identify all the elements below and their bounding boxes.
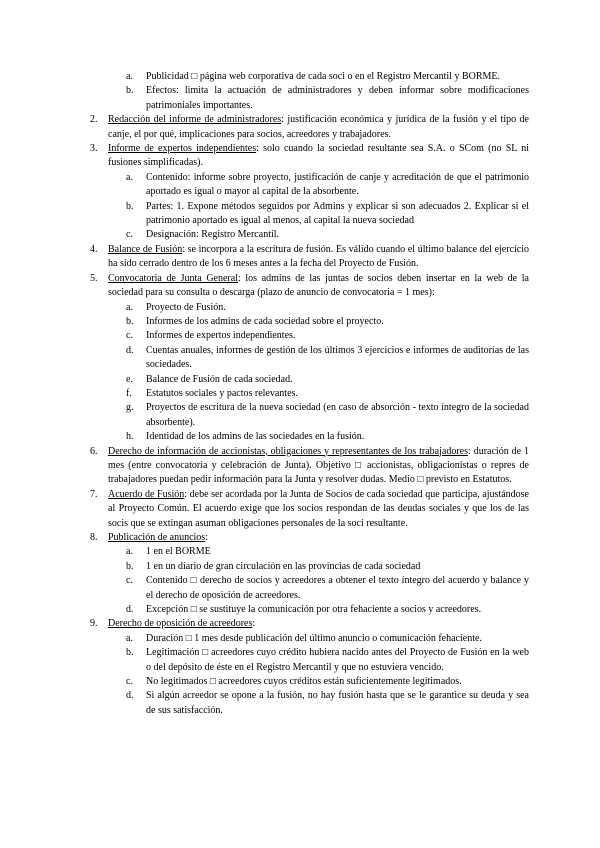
sub-item xyxy=(126,171,529,200)
sub-item-marker: d. xyxy=(126,604,134,616)
item-number: 9. xyxy=(90,618,98,630)
numbered-item xyxy=(90,488,529,531)
sub-item xyxy=(126,430,529,444)
item-heading: Convocatoria de Junta General xyxy=(108,272,238,284)
sub-item-text: Si algún acreedor se opone a la fusión, no hay fusión hasta que se le garantice su deuda y sea de sus satisfacción. xyxy=(146,690,529,716)
numbered-item xyxy=(90,142,529,243)
sub-item-marker: d. xyxy=(126,344,134,356)
sub-item-text: Publicidad □ página web corporativa de cada soci o en el Registro Mercantil y BORME. xyxy=(146,71,500,82)
sub-item xyxy=(126,401,529,430)
sub-item-marker: a. xyxy=(126,171,133,183)
sub-item-text: Estatutos sociales y pactos relevantes. xyxy=(146,387,298,399)
sub-item xyxy=(126,545,529,559)
numbered-item xyxy=(90,617,529,718)
item-sublist xyxy=(108,171,529,243)
item-number: 3. xyxy=(90,143,98,155)
sub-item xyxy=(126,387,529,401)
sub-item xyxy=(126,84,529,113)
sub-item-marker: b. xyxy=(126,315,134,327)
sub-item xyxy=(126,646,529,675)
item-text: : xyxy=(205,532,208,543)
item-heading: Redacción del informe de administradores xyxy=(108,114,282,126)
sub-item-marker: c. xyxy=(126,575,133,587)
item-text: : duración de 1 mes (entre convocatoria y celebración de Junta). Objetivo □ accionistas, obligacionistas o repres de trabajadores puedan pedir información para la Junta y resolver dudas. Medio □ previsto en Estatutos. xyxy=(108,445,529,486)
item-heading: Publicación de anuncios xyxy=(108,532,206,543)
sub-item-marker: f. xyxy=(126,387,132,399)
sub-item xyxy=(126,315,529,329)
numbered-item xyxy=(90,243,529,272)
sub-item-text: 1 en un diario de gran circulación en las provincias de cada sociedad xyxy=(146,560,421,572)
sub-item-marker: b. xyxy=(126,200,134,212)
sub-item-text: Designación: Registro Mercantil. xyxy=(146,229,280,241)
item-number: 7. xyxy=(90,488,98,500)
item-number: 5. xyxy=(90,272,98,284)
sub-item-text: Informes de expertos independientes. xyxy=(146,330,296,342)
sub-item-marker: h. xyxy=(126,431,134,443)
sub-item-text: 1 en el BORME xyxy=(146,546,211,558)
item-sublist xyxy=(108,301,529,445)
item-sublist xyxy=(108,632,529,718)
sub-item-text: Contenido: informe sobre proyecto, justificación de canje y acreditación de que el patrimonio aportado es igual o mayor al capital de la absorbente. xyxy=(146,171,529,198)
continued-sublist xyxy=(108,70,529,113)
numbered-item xyxy=(90,272,529,445)
item-text: : se incorpora a la escritura de fusión. Es válido cuando el último balance del ejercicio ha sido cerrado dentro de los 6 meses antes a la fecha del Proyecto de Fusión. xyxy=(108,243,529,270)
sub-item-text: Balance de Fusión de cada sociedad. xyxy=(146,373,293,385)
sub-item-text: Legitimación □ acreedores cuyo crédito hubiera nacido antes del Proyecto de Fusión en la web o del depósito de éste en el Registro Mercantil y que no estuviera vencido. xyxy=(146,647,529,673)
item-number: 2. xyxy=(90,114,98,126)
sub-item xyxy=(126,228,529,242)
item-text: : justificación económica y jurídica de la fusión y el tipo de canje, el por qué, implicaciones para socios, acreedores y trabajadores. xyxy=(108,114,529,140)
item-text: : solo cuando la sociedad resultante sea S.A. o SCom (no SL ni fusiones simplificadas). xyxy=(108,143,529,169)
sub-item xyxy=(126,329,529,343)
item-text: : debe ser acordada por la Junta de Socios de cada sociedad que participa, ajustándose al Proyecto Común. El acuerdo exige que los socios respondan de las deudas sociales y que los de las socis que se extingan asuman obligaciones personales de la soci resultante. xyxy=(108,488,529,529)
numbered-item xyxy=(90,531,529,617)
sub-item-marker: c. xyxy=(126,229,133,241)
sub-item-text: Identidad de los admins de las sociedades en la fusión. xyxy=(146,431,365,443)
item-text: : xyxy=(252,618,256,630)
item-text: : los admins de las juntas de socios deben insertar en la web de la sociedad para su consulta o descarga (plazo de anuncio de convocatoria = 1 mes): xyxy=(108,272,529,299)
item-heading: Acuerdo de Fusión xyxy=(108,488,185,500)
sub-item-marker: g. xyxy=(126,402,134,414)
sub-item-text: Proyectos de escritura de la nueva sociedad (en caso de absorción - texto íntegro de la sociedad absorbente). xyxy=(146,402,529,428)
sub-item-text: Proyecto de Fusión. xyxy=(146,301,226,313)
sub-item-marker: a. xyxy=(126,632,133,644)
numbered-list xyxy=(90,113,529,718)
sub-item-marker: a. xyxy=(126,71,133,82)
item-number: 4. xyxy=(90,243,98,255)
numbered-item xyxy=(90,445,529,488)
sub-item-marker: d. xyxy=(126,690,134,702)
sub-item-text: Contenido □ derecho de socios y acreedores a obtener el texto íntegro del acuerdo y balance y el derecho de oposición de acreedores. xyxy=(146,575,529,601)
sub-item-text: Excepción □ se sustituye la comunicación por otra fehaciente a socios y acreedores. xyxy=(146,604,482,616)
sub-item-text: Efectos: limita la actuación de administradores y deben informar sobre modificaciones patrimoniales importantes. xyxy=(146,85,529,111)
sub-item xyxy=(126,689,529,718)
item-sublist xyxy=(108,545,529,617)
sub-item-marker: a. xyxy=(126,546,133,558)
item-heading: Balance de Fusión xyxy=(108,243,183,255)
sub-item-marker: b. xyxy=(126,647,134,659)
sub-item xyxy=(126,70,529,84)
numbered-item xyxy=(90,113,529,142)
sub-item-text: No legitimados □ acreedores cuyos créditos están suficientemente legitimados. xyxy=(146,676,462,688)
sub-item xyxy=(126,200,529,229)
sub-item xyxy=(126,632,529,646)
sub-item-marker: c. xyxy=(126,330,133,342)
sub-item xyxy=(126,301,529,315)
item-heading: Derecho de información de accionistas, obligaciones y representantes de los trabajadores xyxy=(108,445,468,457)
sub-item xyxy=(126,373,529,387)
sub-item-marker: b. xyxy=(126,560,134,572)
sub-item-text: Partes: 1. Expone métodos seguidos por Admins y explicar si son adecuados 2. Explicar si el patrimonio aportado es igual al menos, al capital la nueva sociedad xyxy=(146,200,529,227)
sub-item xyxy=(126,675,529,689)
sub-item-text: Cuentas anuales, informes de gestión de los últimos 3 ejercicios e informes de auditorías de las sociedades. xyxy=(146,344,529,371)
sub-item-marker: a. xyxy=(126,301,133,313)
sub-item-text: Informes de los admins de cada sociedad sobre el proyecto. xyxy=(146,315,384,327)
sub-item xyxy=(126,574,529,603)
sub-item-text: Duración □ 1 mes desde publicación del último anuncio o comunicación fehaciente. xyxy=(146,632,482,644)
sub-item xyxy=(126,603,529,617)
item-heading: Derecho de oposición de acreedores xyxy=(108,618,253,630)
item-number: 8. xyxy=(90,532,98,543)
item-number: 6. xyxy=(90,445,98,457)
sub-item-marker: e. xyxy=(126,373,133,385)
sub-item-marker: b. xyxy=(126,85,134,97)
sub-item xyxy=(126,560,529,574)
sub-item-marker: c. xyxy=(126,676,133,688)
item-heading: Informe de expertos independientes xyxy=(108,143,257,155)
sub-item xyxy=(126,344,529,373)
